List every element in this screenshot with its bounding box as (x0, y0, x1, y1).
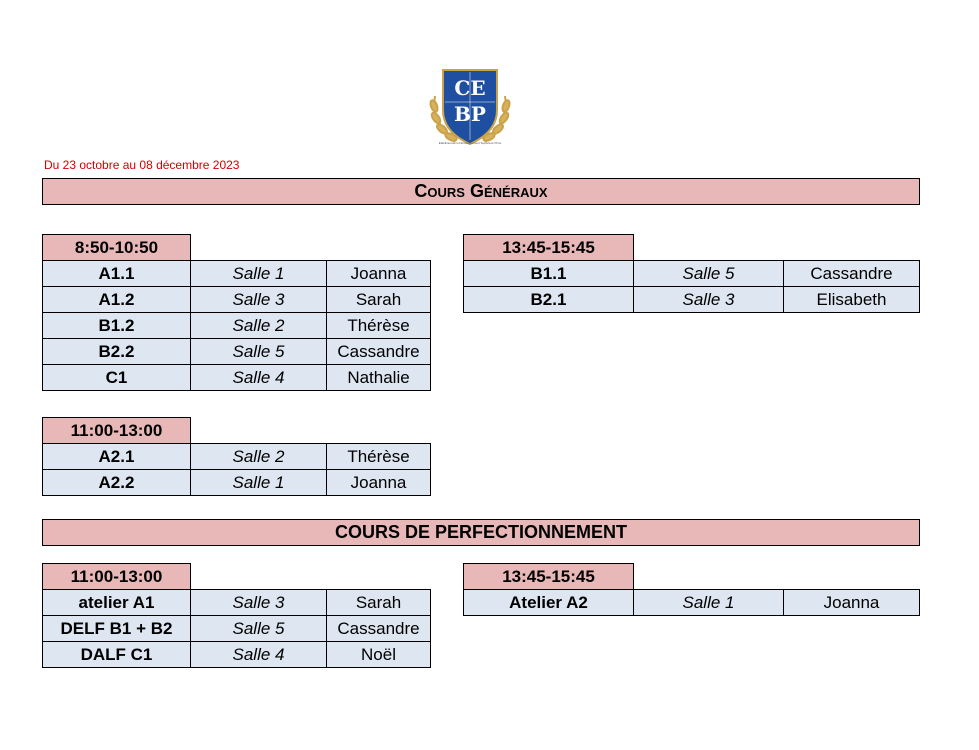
room-cell: Salle 5 (190, 338, 327, 365)
room-cell: Salle 1 (633, 589, 784, 616)
teacher-cell: Cassandre (326, 338, 431, 365)
level-cell: A2.1 (42, 443, 191, 470)
level-cell: DALF C1 (42, 641, 191, 668)
teacher-cell: Joanna (783, 589, 920, 616)
level-cell: atelier A1 (42, 589, 191, 616)
level-cell: DELF B1 + B2 (42, 615, 191, 642)
level-cell: B1.1 (463, 260, 634, 287)
time-slot-header: 13:45-15:45 (463, 563, 634, 590)
level-cell: B2.2 (42, 338, 191, 365)
room-cell: Salle 3 (190, 286, 327, 313)
time-slot-header: 11:00-13:00 (42, 417, 191, 444)
teacher-cell: Sarah (326, 589, 431, 616)
teacher-cell: Thérèse (326, 312, 431, 339)
teacher-cell: Cassandre (783, 260, 920, 287)
room-cell: Salle 5 (633, 260, 784, 287)
room-cell: Salle 1 (190, 260, 327, 287)
room-cell: Salle 3 (190, 589, 327, 616)
level-cell: A1.1 (42, 260, 191, 287)
date-range: Du 23 octobre au 08 décembre 2023 (44, 158, 240, 172)
level-cell: B1.2 (42, 312, 191, 339)
teacher-cell: Cassandre (326, 615, 431, 642)
room-cell: Salle 4 (190, 641, 327, 668)
teacher-cell: Thérèse (326, 443, 431, 470)
teacher-cell: Joanna (326, 260, 431, 287)
room-cell: Salle 4 (190, 364, 327, 391)
teacher-cell: Sarah (326, 286, 431, 313)
level-cell: C1 (42, 364, 191, 391)
level-cell: B2.1 (463, 286, 634, 313)
room-cell: Salle 2 (190, 312, 327, 339)
level-cell: A1.2 (42, 286, 191, 313)
teacher-cell: Elisabeth (783, 286, 920, 313)
section-title-perfectionnement: COURS DE PERFECTIONNEMENT (42, 519, 920, 546)
time-slot-header: 13:45-15:45 (463, 234, 634, 261)
level-cell: A2.2 (42, 469, 191, 496)
teacher-cell: Noël (326, 641, 431, 668)
room-cell: Salle 3 (633, 286, 784, 313)
cebp-logo (425, 66, 515, 152)
logo-letters-bottom: BP (454, 102, 486, 126)
room-cell: Salle 2 (190, 443, 327, 470)
teacher-cell: Nathalie (326, 364, 431, 391)
room-cell: Salle 1 (190, 469, 327, 496)
section-title-cours-generaux: Cours Généraux (42, 178, 920, 205)
time-slot-header: 11:00-13:00 (42, 563, 191, 590)
teacher-cell: Joanna (326, 469, 431, 496)
logo-subtitle: Etablissement d'Enseignement Supérieur Privé (438, 141, 502, 145)
logo-letters-top: CE (454, 76, 486, 100)
room-cell: Salle 5 (190, 615, 327, 642)
level-cell: Atelier A2 (463, 589, 634, 616)
time-slot-header: 8:50-10:50 (42, 234, 191, 261)
